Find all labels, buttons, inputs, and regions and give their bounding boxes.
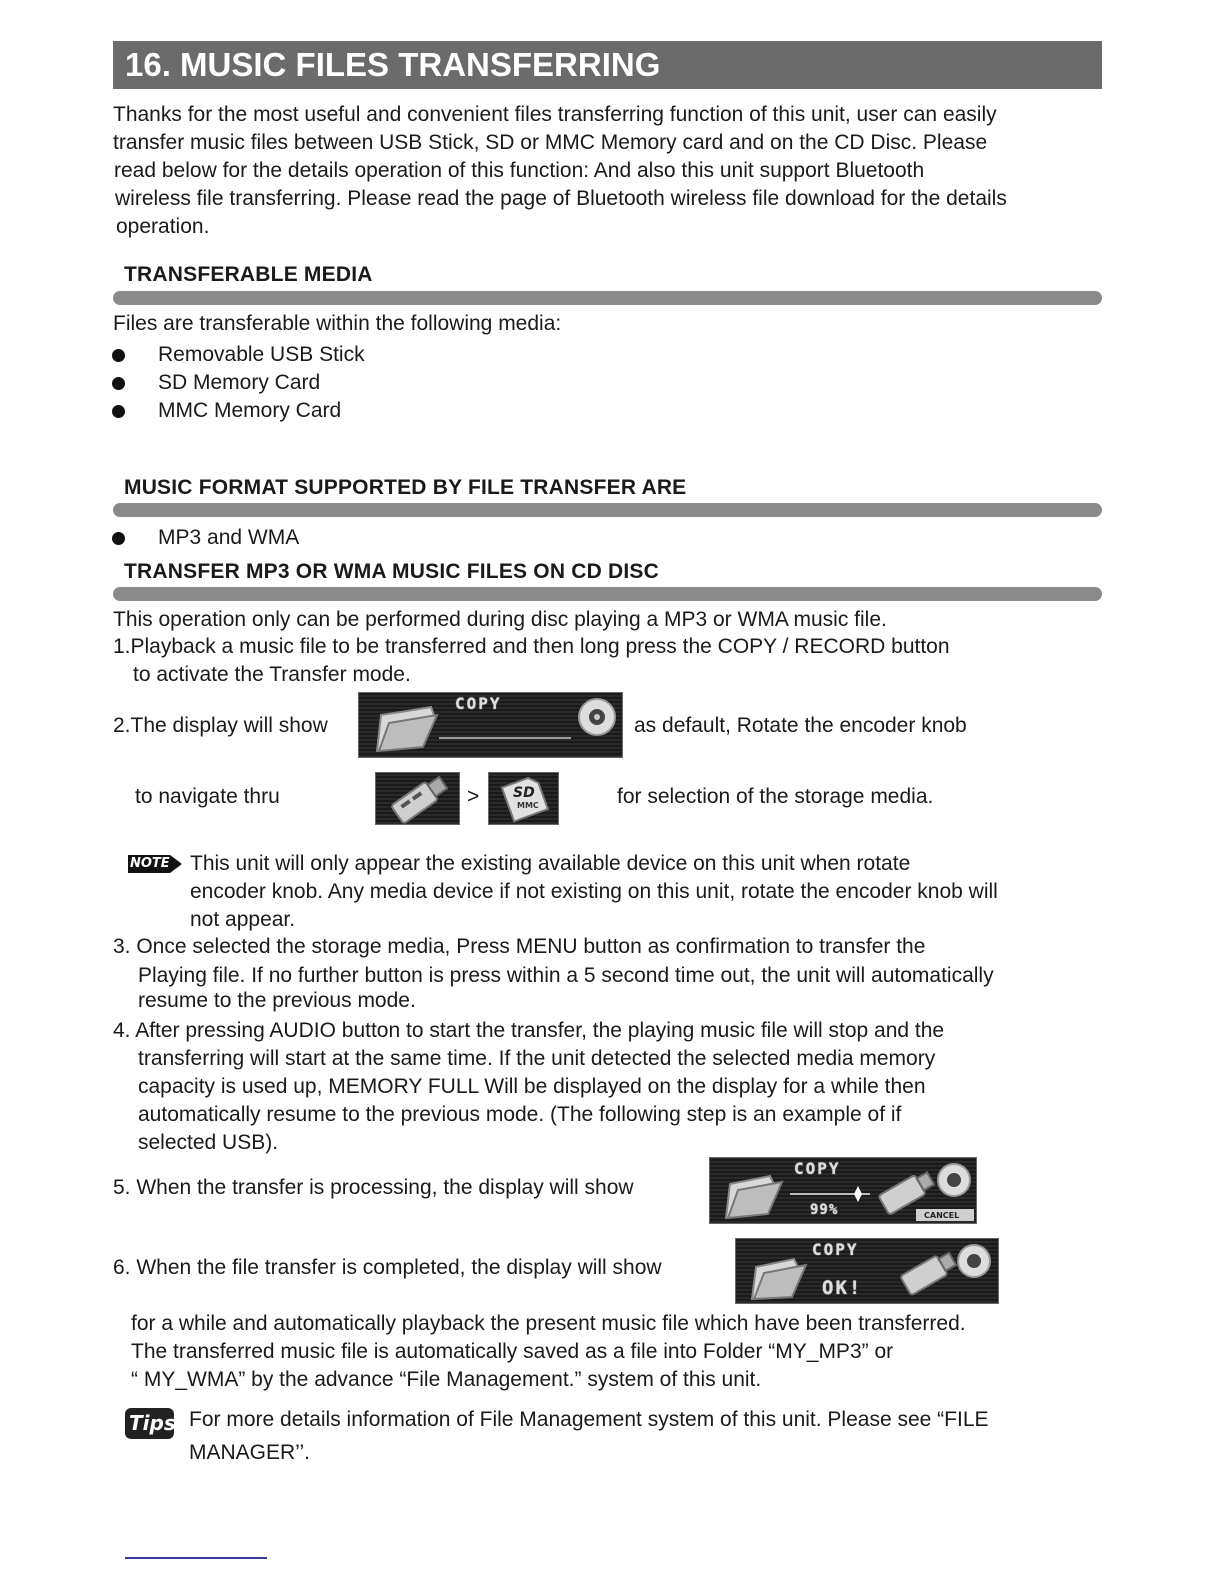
copy-label: COPY xyxy=(812,1240,859,1259)
step-1: 1.Playback a music file to be transferred and then long press the COPY / RECORD button xyxy=(113,635,950,658)
copy-default-display xyxy=(358,692,623,758)
step-3-line: 3. Once selected the storage media, Press MENU button as confirmation to transfer the xyxy=(113,935,926,958)
intro-line: operation. xyxy=(116,215,210,238)
section-heading-format: MUSIC FORMAT SUPPORTED BY FILE TRANSFER ARE xyxy=(124,476,687,499)
ok-label: OK! xyxy=(822,1277,863,1299)
section-divider xyxy=(113,291,1102,305)
step-6: 6. When the file transfer is completed, the display will show xyxy=(113,1256,662,1279)
intro-line: wireless file transferring. Please read the page of Bluetooth wireless file download for the details xyxy=(115,187,1007,210)
nav-post: for selection of the storage media. xyxy=(617,785,934,808)
tips-line: For more details information of File Management system of this unit. Please see “FILE xyxy=(189,1408,989,1431)
usb-stick-icon xyxy=(376,773,459,824)
bullet-icon xyxy=(112,405,125,418)
sd-label: SD xyxy=(513,785,535,801)
note-line: not appear. xyxy=(190,908,296,931)
copy-ok-display xyxy=(735,1238,999,1304)
footer-divider xyxy=(125,1557,267,1559)
note-icon xyxy=(126,853,184,875)
bullet-icon xyxy=(112,532,125,545)
list-item: MP3 and WMA xyxy=(158,526,300,549)
after-line: The transferred music file is automatically saved as a file into Folder “MY_MP3” or xyxy=(131,1340,894,1363)
after-line: “ MY_WMA” by the advance “File Management.” system of this unit. xyxy=(131,1368,762,1391)
step-4-line: capacity is used up, MEMORY FULL Will be displayed on the display for a while then xyxy=(138,1075,926,1098)
section-heading-cd: TRANSFER MP3 OR WMA MUSIC FILES ON CD DISC xyxy=(124,560,659,583)
list-item: SD Memory Card xyxy=(158,371,321,394)
step-4-line: transferring will start at the same time. If the unit detected the selected media memory xyxy=(138,1047,936,1070)
step-3-line: Playing file. If no further button is press within a 5 second time out, the unit will automatically xyxy=(138,964,994,987)
intro-line: read below for the details operation of this function: And also this unit support Bluetooth xyxy=(114,159,925,182)
tips-line: MANAGER’’. xyxy=(189,1441,310,1464)
step-1-cont: to activate the Transfer mode. xyxy=(133,663,411,686)
mmc-label: MMC xyxy=(517,801,539,810)
step-5: 5. When the transfer is processing, the display will show xyxy=(113,1176,634,1199)
transfer-complete-icon xyxy=(736,1239,998,1303)
list-item: MMC Memory Card xyxy=(158,399,342,422)
progress-label: 99% xyxy=(810,1202,839,1218)
note-line: encoder knob. Any media device if not existing on this unit, rotate the encoder knob will xyxy=(190,880,998,903)
step-4-line: 4. After pressing AUDIO button to start the transfer, the playing music file will stop and the xyxy=(113,1019,945,1042)
note-badge: NOTE xyxy=(130,856,170,871)
tips-badge: Tips xyxy=(129,1411,176,1435)
step-4-line: selected USB). xyxy=(138,1131,279,1154)
step-2-post: as default, Rotate the encoder knob xyxy=(634,714,967,737)
intro-line: transfer music files between USB Stick, SD or MMC Memory card and on the CD Disc. Please xyxy=(113,131,988,154)
sd-card-display xyxy=(488,772,559,825)
copy-progress-display xyxy=(709,1157,977,1224)
tips-icon xyxy=(125,1408,174,1439)
bullet-icon xyxy=(112,349,125,362)
cd-lead: This operation only can be performed during disc playing a MP3 or WMA music file. xyxy=(113,608,887,631)
section-heading-media: TRANSFERABLE MEDIA xyxy=(124,263,373,286)
step-3-line: resume to the previous mode. xyxy=(138,989,416,1012)
nav-separator: > xyxy=(467,785,480,808)
step-2-pre: 2.The display will show xyxy=(113,714,328,737)
section-divider xyxy=(113,587,1102,601)
copy-label: COPY xyxy=(455,694,502,713)
cancel-label: CANCEL xyxy=(924,1211,960,1220)
nav-pre: to navigate thru xyxy=(135,785,280,808)
bullet-icon xyxy=(112,377,125,390)
note-line: This unit will only appear the existing available device on this unit when rotate xyxy=(190,852,911,875)
media-lead: Files are transferable within the following media: xyxy=(113,312,562,335)
step-4-line: automatically resume to the previous mode. (The following step is an example of if xyxy=(138,1103,902,1126)
usb-stick-display xyxy=(375,772,460,825)
intro-line: Thanks for the most useful and convenient files transferring function of this unit, user can easily xyxy=(113,103,997,126)
copy-label: COPY xyxy=(794,1159,841,1178)
section-divider xyxy=(113,503,1102,517)
page-title: 16. MUSIC FILES TRANSFERRING xyxy=(113,41,1102,89)
list-item: Removable USB Stick xyxy=(158,343,365,366)
after-line: for a while and automatically playback the present music file which have been transferred. xyxy=(131,1312,966,1335)
